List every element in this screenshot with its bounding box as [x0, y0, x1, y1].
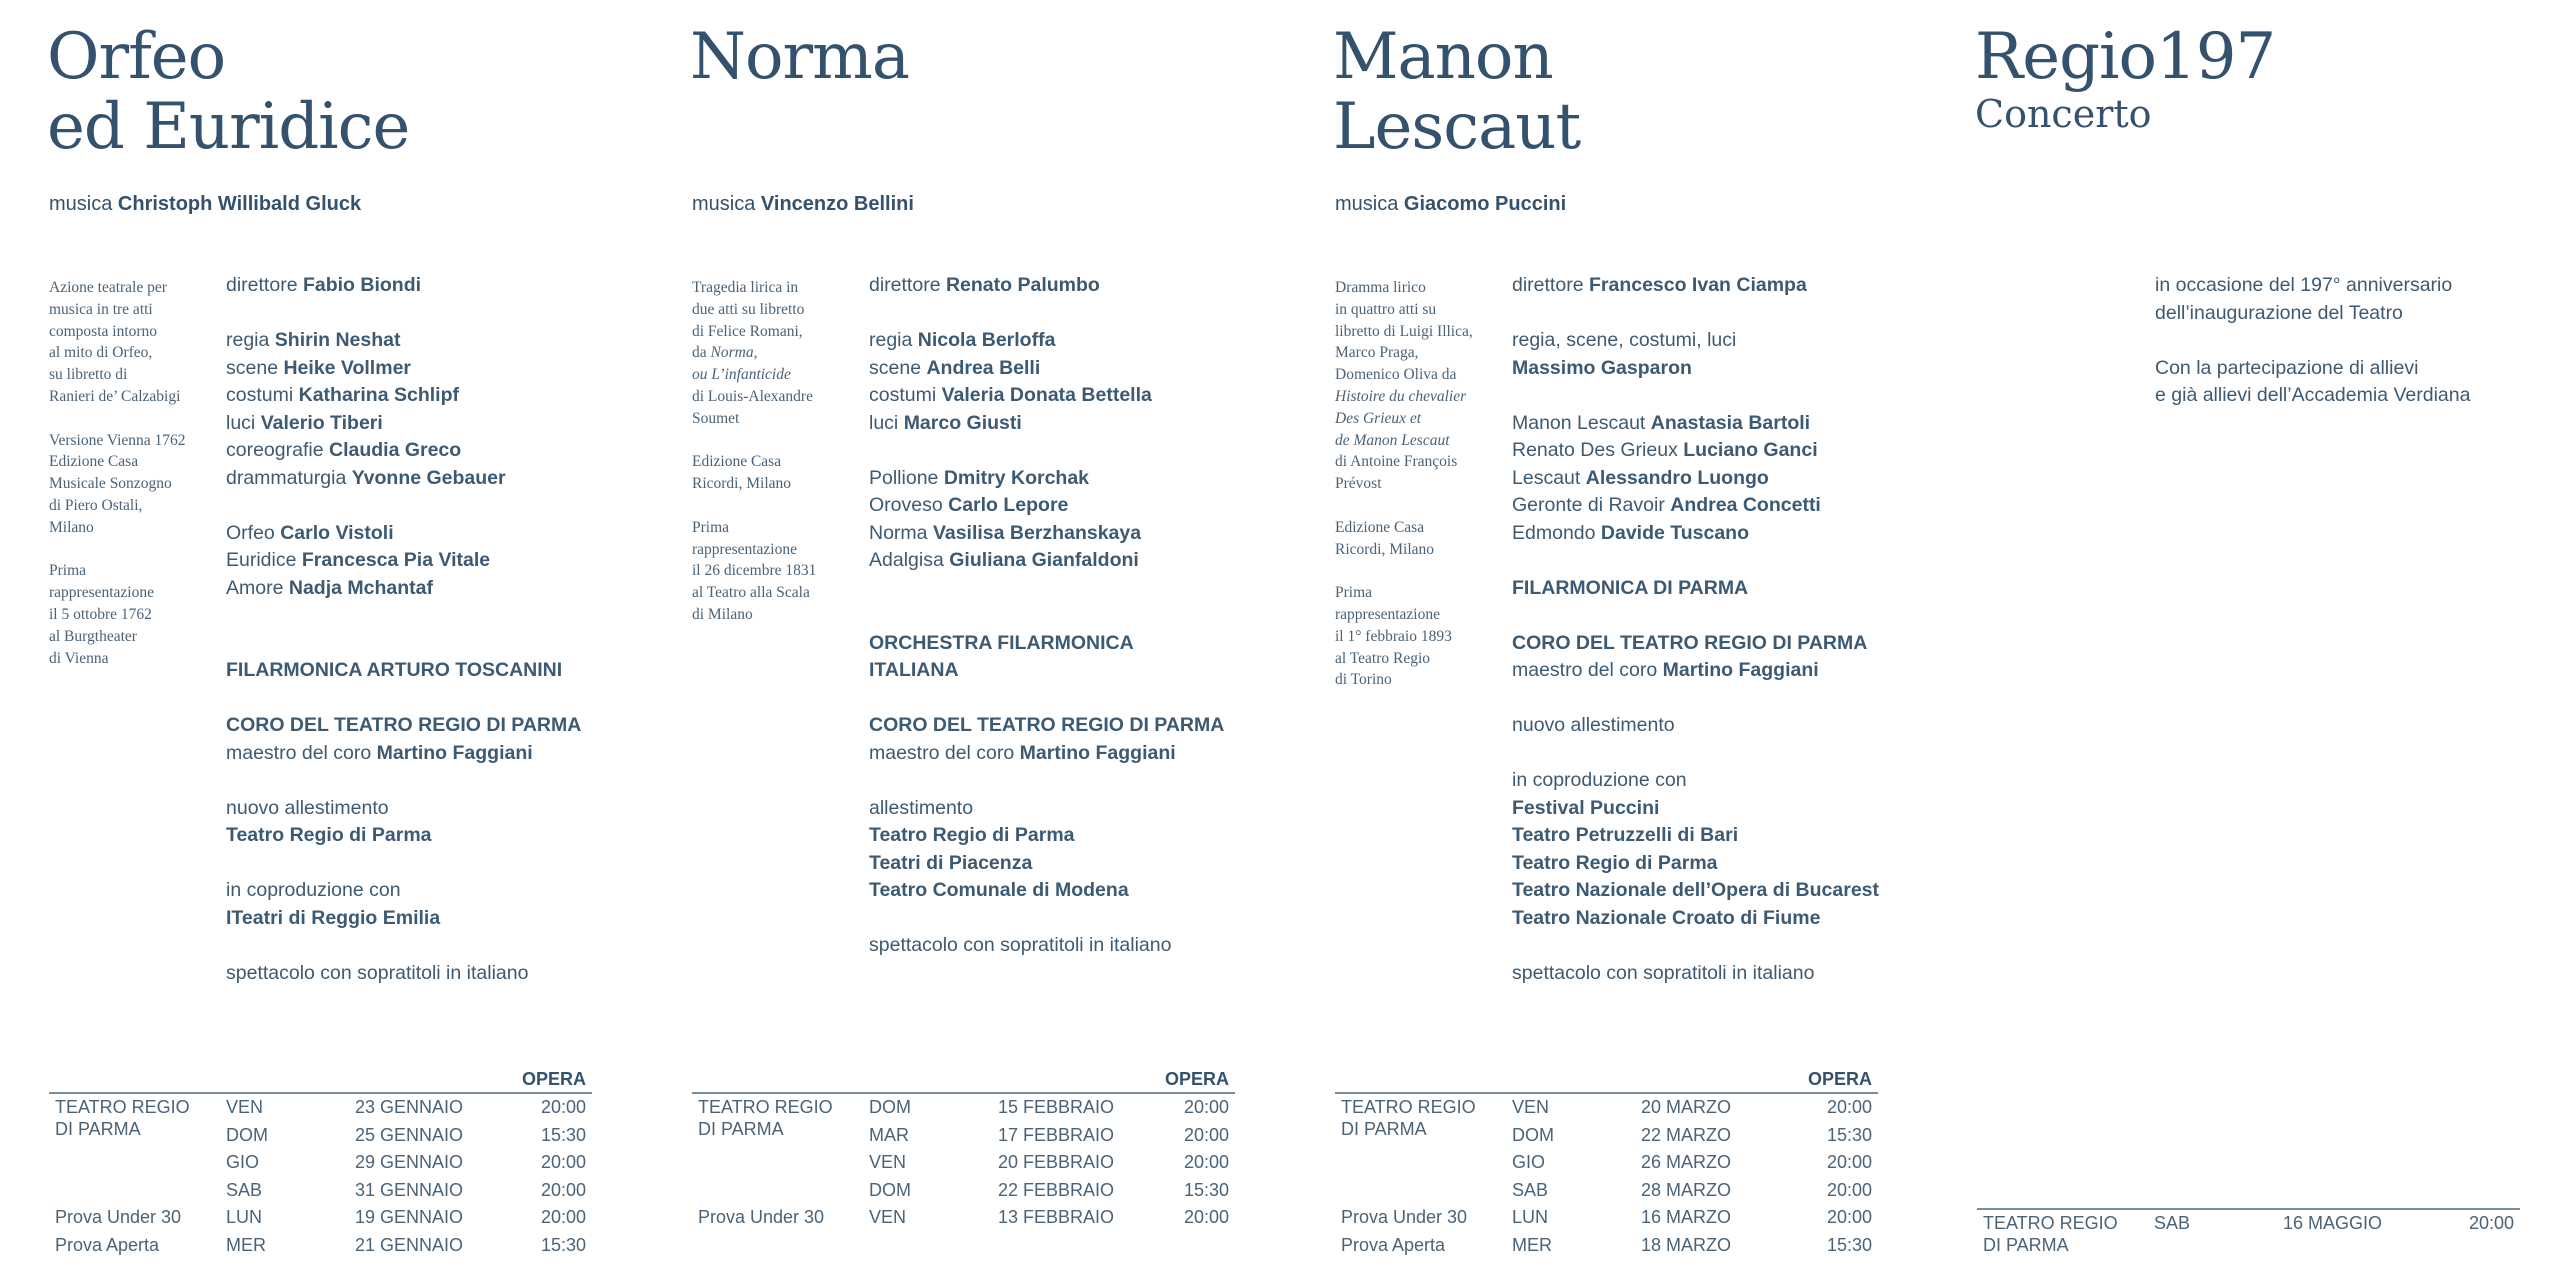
- credits-spacer: [869, 905, 1299, 933]
- title-line: ed Euridice: [47, 90, 410, 164]
- schedule-row: [692, 1204, 1235, 1232]
- credit-line: [1512, 630, 1942, 658]
- schedule-time: 15:30: [540, 1124, 586, 1145]
- credit-line: [226, 547, 656, 575]
- credit-name: Yvonne Gebauer: [351, 466, 506, 489]
- note-paragraph: Versione Vienna 1762 Edizione Casa Musicale Sonzogno di Piero Ostali, Milano: [49, 431, 186, 536]
- composer-name: Vincenzo Bellini: [760, 193, 914, 215]
- schedule-day: DOM: [869, 1179, 911, 1200]
- credit-line: [226, 355, 656, 383]
- note-paragraph: Prima rappresentazione il 5 ottobre 1762 al Burgtheater di Vienna: [49, 562, 154, 667]
- schedule-date: 21 GENNAIO: [355, 1234, 464, 1255]
- schedule-row: [692, 1122, 1235, 1150]
- credit-role: scene: [226, 356, 279, 379]
- credit-role: costumi: [226, 384, 294, 406]
- credit-line: [226, 712, 656, 740]
- credit-role: Manon Lescaut: [1512, 411, 1646, 434]
- schedule-table: [1335, 1068, 1878, 1259]
- credit-role: Geronte di Ravoir: [1512, 494, 1665, 516]
- credit-role: maestro del coro: [869, 741, 1015, 764]
- note-paragraph: Azione teatrale per musica in tre atti composta intorno al mito di Orfeo, su libretto di Ranieri de’ Calzabigi: [49, 279, 181, 405]
- schedule-row: [1977, 1210, 2520, 1255]
- credit-line: [869, 630, 1299, 658]
- credit-name: Davide Tuscano: [1600, 521, 1750, 544]
- schedule-venue: TEATRO REGIO DI PARMA: [698, 1097, 833, 1139]
- credit-role: drammaturgia: [226, 466, 347, 489]
- schedule-venue: Prova Aperta: [1341, 1234, 1446, 1255]
- credit-line: [226, 960, 656, 988]
- credits-spacer: [1512, 932, 1942, 960]
- schedule-date: 22 MARZO: [1641, 1124, 1732, 1145]
- schedule-row: [49, 1177, 592, 1205]
- credits-spacer: [869, 685, 1299, 713]
- composer-line: [1335, 191, 1566, 217]
- credits-spacer: [226, 300, 656, 328]
- schedule-day: GIO: [1512, 1152, 1546, 1172]
- credit-name: Alessandro Luongo: [1585, 466, 1769, 489]
- credit-name: Teatri di Piacenza: [869, 851, 1033, 874]
- credit-role: in coproduzione con: [226, 879, 401, 901]
- schedule-day: VEN: [869, 1152, 907, 1172]
- note-paragraph: Edizione Casa Ricordi, Milano: [1335, 518, 1435, 558]
- credit-role: regia: [226, 329, 270, 351]
- credit-line: [226, 327, 656, 355]
- schedule-day: MAR: [869, 1124, 909, 1145]
- concert-description: [2155, 272, 2535, 437]
- credit-name: CORO DEL TEATRO REGIO DI PARMA: [1512, 631, 1868, 654]
- schedule-time: 20:00: [540, 1207, 586, 1227]
- credit-name: Heike Vollmer: [283, 356, 411, 379]
- credit-name: ORCHESTRA FILARMONICA: [869, 631, 1134, 654]
- schedule-row: [1335, 1204, 1878, 1232]
- credit-name: Teatro Nazionale Croato di Fiume: [1512, 906, 1821, 929]
- credit-role: Norma: [869, 521, 928, 544]
- schedule-day: MER: [226, 1234, 266, 1255]
- credit-name: ITALIANA: [869, 659, 959, 681]
- credit-name: Martino Faggiani: [376, 741, 533, 764]
- schedule-day: VEN: [1512, 1097, 1550, 1117]
- credit-line: [1512, 437, 1942, 465]
- credit-name: Festival Puccini: [1512, 796, 1660, 819]
- credit-line: [226, 382, 656, 410]
- credit-name: CORO DEL TEATRO REGIO DI PARMA: [226, 714, 582, 736]
- credit-line: [869, 657, 1299, 685]
- production-title: [1333, 22, 1580, 162]
- credit-name: Carlo Vistoli: [280, 521, 394, 544]
- credit-line: [226, 410, 656, 438]
- credit-line: [1512, 905, 1942, 933]
- schedule-time: 20:00: [540, 1152, 586, 1172]
- credit-role: Oroveso: [869, 494, 943, 516]
- schedule-time: 15:30: [1183, 1179, 1229, 1200]
- credit-name: Massimo Gasparon: [1512, 356, 1692, 379]
- credit-role: direttore: [1512, 274, 1584, 296]
- schedule-row: [49, 1149, 592, 1177]
- credit-name: Andrea Belli: [926, 356, 1041, 379]
- schedule-date: 29 GENNAIO: [355, 1152, 464, 1172]
- credit-name: Dmitry Korchak: [943, 466, 1090, 489]
- schedule-table: [49, 1068, 592, 1259]
- credit-role: scene: [869, 356, 922, 379]
- schedule-date: 26 MARZO: [1641, 1152, 1732, 1172]
- schedule-date: 20 MARZO: [1641, 1097, 1732, 1117]
- credit-role: in coproduzione con: [1512, 769, 1687, 791]
- concert-paragraph: Con la partecipazione di allievi e già allievi dell’Accademia Verdiana: [2155, 356, 2471, 406]
- schedule-table: [692, 1068, 1235, 1232]
- credit-line: [1512, 355, 1942, 383]
- credit-line: [869, 932, 1299, 960]
- credit-role: direttore: [869, 274, 941, 296]
- schedule-row: [692, 1149, 1235, 1177]
- note-paragraph: Prima rappresentazione il 26 dicembre 1831 al Teatro alla Scala di Milano: [692, 518, 817, 623]
- credit-line: [1512, 492, 1942, 520]
- credit-name: Anastasia Bartoli: [1650, 411, 1811, 434]
- credit-name: Andrea Concetti: [1670, 494, 1821, 516]
- schedule-time: 20:00: [1826, 1152, 1872, 1172]
- credit-line: [1512, 795, 1942, 823]
- credit-line: [1512, 767, 1942, 795]
- credit-line: [869, 712, 1299, 740]
- credit-line: [226, 520, 656, 548]
- credit-name: Teatro Regio di Parma: [226, 824, 432, 846]
- note-paragraph: Prima rappresentazione il 1° febbraio 1893 al Teatro Regio di Torino: [1335, 584, 1452, 689]
- credits-spacer: [226, 685, 656, 713]
- credit-line: [1512, 575, 1942, 603]
- credit-name: Shirin Neshat: [274, 329, 401, 351]
- composer-label: musica: [49, 193, 113, 215]
- credit-role: Adalgisa: [869, 549, 944, 571]
- credit-role: luci: [226, 411, 256, 434]
- credit-role: spettacolo con sopratitoli in italiano: [869, 934, 1172, 956]
- credits-spacer: [226, 492, 656, 520]
- credit-role: Orfeo: [226, 521, 275, 544]
- credit-line: [869, 795, 1299, 823]
- credit-line: [226, 795, 656, 823]
- credit-name: Teatro Comunale di Modena: [869, 879, 1129, 901]
- credit-role: Renato Des Grieux: [1512, 439, 1678, 461]
- credit-line: [869, 465, 1299, 493]
- schedule-time: 20:00: [540, 1179, 586, 1200]
- credit-name: FILARMONICA ARTURO TOSCANINI: [226, 659, 563, 681]
- credit-name: Marco Giusti: [903, 411, 1022, 434]
- production-manon-lescaut: [1333, 0, 1893, 1280]
- credit-role: coreografie: [226, 439, 324, 461]
- credit-line: [869, 877, 1299, 905]
- credit-line: [869, 410, 1299, 438]
- credit-line: [869, 355, 1299, 383]
- schedule-day: DOM: [1512, 1124, 1554, 1145]
- credit-name: ITeatri di Reggio Emilia: [226, 906, 441, 929]
- credit-role: regia, scene, costumi, luci: [1512, 329, 1737, 351]
- schedule-venue: TEATRO REGIO DI PARMA: [1983, 1213, 2118, 1255]
- credit-line: [1512, 822, 1942, 850]
- credit-name: Vasilisa Berzhanskaya: [932, 521, 1142, 544]
- credit-role: allestimento: [869, 796, 974, 819]
- credit-role: spettacolo con sopratitoli in italiano: [1512, 961, 1815, 984]
- credits-spacer: [869, 767, 1299, 795]
- credit-role: costumi: [869, 384, 937, 406]
- credit-role: luci: [869, 411, 899, 434]
- title-line: Norma: [690, 20, 909, 94]
- credit-line: [226, 575, 656, 603]
- credit-name: Carlo Lepore: [948, 494, 1069, 516]
- credits-spacer: [1512, 382, 1942, 410]
- credit-line: [869, 492, 1299, 520]
- credits-spacer: [1512, 602, 1942, 630]
- credits-spacer: [869, 437, 1299, 465]
- credit-role: Amore: [226, 576, 284, 599]
- schedule-day: LUN: [226, 1207, 263, 1227]
- credit-name: Teatro Nazionale dell’Opera di Bucarest: [1512, 879, 1879, 901]
- credit-role: nuovo allestimento: [1512, 714, 1675, 736]
- credit-role: Euridice: [226, 549, 297, 571]
- note-paragraph: Dramma lirico in quattro atti su libretto di Luigi Illica, Marco Praga, Domenico Oliva da Histoire du chevalier Des Grieux et de Manon Lescaut di Antoine François Prévost: [1335, 279, 1473, 493]
- schedule-header: OPERA: [1807, 1069, 1872, 1089]
- composer-label: musica: [692, 193, 756, 215]
- schedule-header: OPERA: [521, 1069, 586, 1089]
- production-notes: [49, 277, 221, 691]
- credit-role: Pollione: [869, 466, 939, 489]
- production-orfeo: [47, 0, 607, 1280]
- schedule-time: 15:30: [540, 1234, 586, 1255]
- schedule-time: 20:00: [540, 1097, 586, 1117]
- schedule-venue: Prova Under 30: [1341, 1207, 1468, 1227]
- credit-name: Teatro Regio di Parma: [1512, 851, 1718, 874]
- schedule-venue: Prova Under 30: [55, 1207, 182, 1227]
- schedule-date: 28 MARZO: [1641, 1179, 1732, 1200]
- credit-name: Nadja Mchantaf: [288, 576, 433, 599]
- credits-spacer: [869, 602, 1299, 630]
- schedule-time: 20:00: [1826, 1207, 1872, 1227]
- credit-name: Teatro Petruzzelli di Bari: [1512, 824, 1739, 846]
- credit-line: [226, 740, 656, 768]
- schedule-time: 20:00: [1183, 1124, 1229, 1145]
- schedule-time: 15:30: [1826, 1234, 1872, 1255]
- credits-spacer: [1512, 300, 1942, 328]
- credit-line: [1512, 272, 1942, 300]
- schedule-day: MER: [1512, 1234, 1552, 1255]
- schedule-time: 20:00: [1183, 1097, 1229, 1117]
- credits-spacer: [1512, 547, 1942, 575]
- credit-role: Lescaut: [1512, 466, 1581, 489]
- schedule-date: 15 FEBBRAIO: [998, 1097, 1115, 1117]
- composer-line: [49, 191, 361, 217]
- credits-spacer: [869, 300, 1299, 328]
- credit-role: regia: [869, 329, 913, 351]
- credit-line: [1512, 712, 1942, 740]
- schedule-row: [1335, 1149, 1878, 1177]
- schedule-header-spacer: [1977, 1184, 2520, 1206]
- credit-line: [1512, 465, 1942, 493]
- concert-regio197: [1975, 0, 2535, 1280]
- credit-name: Valerio Tiberi: [260, 411, 383, 434]
- title-line: Lescaut: [1333, 90, 1581, 164]
- credit-line: [869, 822, 1299, 850]
- credit-role: maestro del coro: [1512, 659, 1658, 681]
- credit-line: [1512, 657, 1942, 685]
- schedule-date: 16 MARZO: [1641, 1207, 1732, 1227]
- credit-name: FILARMONICA DI PARMA: [1512, 576, 1749, 599]
- credits-spacer: [226, 932, 656, 960]
- concert-subtitle: Concerto: [1975, 92, 2152, 136]
- credit-line: [226, 877, 656, 905]
- schedule-date: 22 FEBBRAIO: [998, 1179, 1115, 1200]
- schedule-day: VEN: [226, 1097, 264, 1117]
- credit-line: [1512, 410, 1942, 438]
- credit-role: direttore: [226, 274, 298, 296]
- credit-line: [869, 272, 1299, 300]
- schedule-day: LUN: [1512, 1207, 1549, 1227]
- schedule-date: 13 FEBBRAIO: [998, 1207, 1115, 1227]
- schedule-row: [49, 1204, 592, 1232]
- schedule-day: DOM: [869, 1097, 911, 1117]
- composer-name: Giacomo Puccini: [1403, 193, 1567, 215]
- credits-spacer: [226, 850, 656, 878]
- credit-line: [1512, 850, 1942, 878]
- schedule-day: SAB: [1512, 1179, 1549, 1200]
- credit-name: Fabio Biondi: [302, 274, 422, 296]
- production-title: [47, 22, 409, 162]
- production-norma: [690, 0, 1250, 1280]
- credit-line: [869, 520, 1299, 548]
- credit-line: [869, 547, 1299, 575]
- credit-line: [869, 850, 1299, 878]
- schedule-venue: TEATRO REGIO DI PARMA: [55, 1097, 190, 1139]
- schedule-row: [49, 1122, 592, 1150]
- schedule-date: 16 MAGGIO: [2283, 1213, 2383, 1233]
- credit-name: Valeria Donata Bettella: [941, 384, 1152, 406]
- credit-line: [1512, 960, 1942, 988]
- schedule-header: OPERA: [1164, 1069, 1229, 1089]
- schedule-row: [1335, 1232, 1878, 1260]
- schedule-day: VEN: [869, 1207, 907, 1227]
- credit-role: maestro del coro: [226, 741, 372, 764]
- schedule-time: 20:00: [2468, 1213, 2514, 1233]
- schedule-row: [49, 1232, 592, 1260]
- credits-spacer: [869, 575, 1299, 603]
- credit-role: spettacolo con sopratitoli in italiano: [226, 961, 529, 984]
- schedule-time: 20:00: [1183, 1207, 1229, 1227]
- credit-line: [1512, 877, 1942, 905]
- credit-line: [1512, 520, 1942, 548]
- credit-role: nuovo allestimento: [226, 796, 389, 819]
- credit-name: CORO DEL TEATRO REGIO DI PARMA: [869, 714, 1225, 736]
- production-notes: [1335, 277, 1507, 713]
- credits-spacer: [226, 602, 656, 630]
- credit-line: [226, 905, 656, 933]
- production-title: [690, 22, 909, 92]
- schedule-row: [1335, 1177, 1878, 1205]
- schedule-day: GIO: [226, 1152, 260, 1172]
- credit-name: Francesca Pia Vitale: [301, 549, 491, 571]
- credits-spacer: [1512, 740, 1942, 768]
- schedule-date: 20 FEBBRAIO: [998, 1152, 1115, 1172]
- credit-name: Teatro Regio di Parma: [869, 824, 1075, 846]
- credit-line: [1512, 327, 1942, 355]
- schedule-row: [692, 1177, 1235, 1205]
- credit-name: Claudia Greco: [328, 439, 462, 461]
- schedule-date: 18 MARZO: [1641, 1234, 1732, 1255]
- note-paragraph: Tragedia lirica in due atti su libretto di Felice Romani, da Norma, ou L’infanticide di Louis-Alexandre Soumet: [692, 279, 813, 427]
- composer-line: [692, 191, 914, 217]
- credit-line: [226, 822, 656, 850]
- credit-line: [226, 465, 656, 493]
- schedule-date: 19 GENNAIO: [355, 1207, 464, 1227]
- schedule-time: 20:00: [1183, 1152, 1229, 1172]
- credits-spacer: [226, 630, 656, 658]
- credit-role: Edmondo: [1512, 521, 1596, 544]
- credit-name: Martino Faggiani: [1019, 741, 1176, 764]
- credit-name: Giuliana Gianfaldoni: [949, 549, 1139, 571]
- note-paragraph: Edizione Casa Ricordi, Milano: [692, 453, 792, 493]
- credit-name: Martino Faggiani: [1662, 659, 1819, 681]
- credit-line: [869, 740, 1299, 768]
- title-line: Orfeo: [47, 20, 226, 94]
- composer-name: Christoph Willibald Gluck: [117, 193, 362, 215]
- credit-line: [226, 437, 656, 465]
- credit-line: [226, 272, 656, 300]
- concert-paragraph: in occasione del 197° anniversario dell’inaugurazione del Teatro: [2155, 274, 2453, 324]
- credits-spacer: [226, 767, 656, 795]
- title-line: Manon: [1333, 20, 1553, 94]
- schedule-row: [1335, 1122, 1878, 1150]
- credits-spacer: [1512, 685, 1942, 713]
- credit-line: [869, 382, 1299, 410]
- production-credits: [1512, 272, 1942, 987]
- credit-name: Katharina Schlipf: [298, 384, 459, 406]
- schedule-day: SAB: [2154, 1213, 2191, 1233]
- credit-name: Luciano Ganci: [1683, 439, 1818, 461]
- schedule-day: SAB: [226, 1179, 263, 1200]
- concert-title: Regio197: [1975, 20, 2276, 94]
- schedule-venue: TEATRO REGIO DI PARMA: [1341, 1097, 1476, 1139]
- schedule-time: 20:00: [1826, 1179, 1872, 1200]
- schedule-venue: Prova Under 30: [698, 1207, 825, 1227]
- schedule-venue: Prova Aperta: [55, 1234, 160, 1255]
- credit-name: Francesco Ivan Ciampa: [1588, 274, 1807, 296]
- concert-schedule-table: [1977, 1184, 2520, 1255]
- credit-name: Renato Palumbo: [945, 274, 1100, 296]
- schedule-date: 25 GENNAIO: [355, 1124, 464, 1145]
- credit-line: [869, 327, 1299, 355]
- credit-name: Nicola Berloffa: [917, 329, 1056, 351]
- production-credits: [226, 272, 656, 987]
- schedule-time: 20:00: [1826, 1097, 1872, 1117]
- schedule-date: 17 FEBBRAIO: [998, 1124, 1115, 1145]
- schedule-time: 15:30: [1826, 1124, 1872, 1145]
- credit-line: [226, 657, 656, 685]
- production-credits: [869, 272, 1299, 960]
- schedule-date: 23 GENNAIO: [355, 1097, 464, 1117]
- production-notes: [692, 277, 864, 648]
- schedule-day: DOM: [226, 1124, 268, 1145]
- composer-label: musica: [1335, 193, 1399, 215]
- schedule-date: 31 GENNAIO: [355, 1179, 464, 1200]
